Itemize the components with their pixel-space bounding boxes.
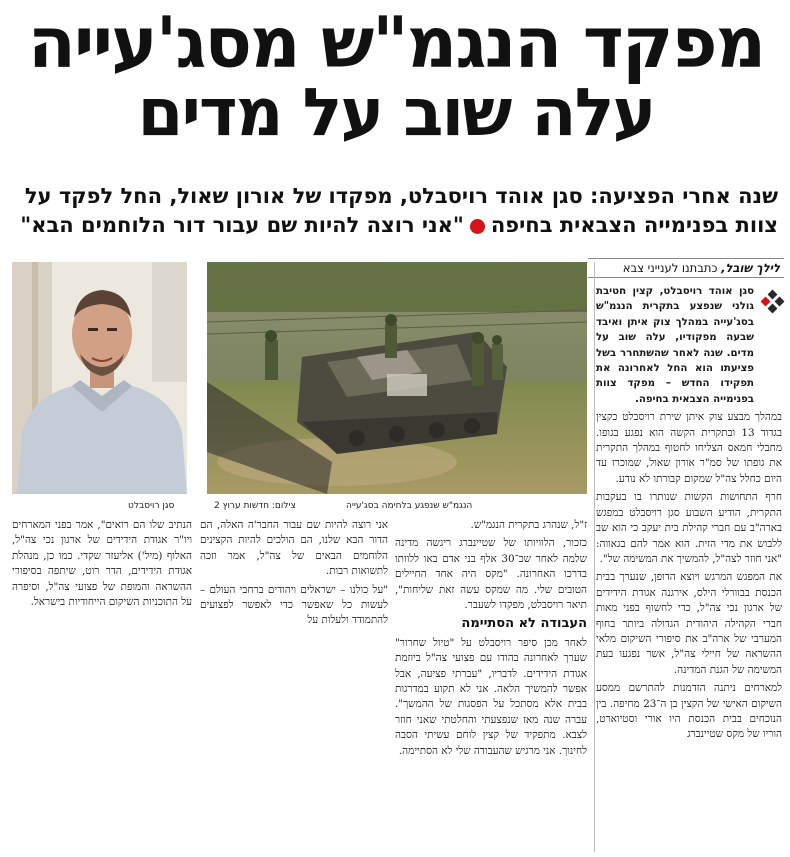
battle-photo-credit: צילום: חדשות ערוץ 2 bbox=[214, 501, 296, 511]
column-3-paragraph-1: אני רוצה להיות שם עבור החבר'ה האלה, הם הדור הבא שלנו, הם הולכים להיות הקצינים הלוחמים הבאים של צה"ל, אמר וזכה לתשואות רבות. bbox=[200, 519, 388, 578]
column-2-paragraph-3: לאחר מכן סיפר רויסבלט על "טיול שחרור" שערך לאחרונה בהודו עם פצועי צה"ל ביוזמת אגודת הידידים. לדבריו, "עברתי פציעה, אבל אפשר להמשיך הלאה. אני לא תקוע במדרגות בבית אלא מסתכל על הפסגות של ההמשך". עברה שנה מאז שנפצעתי והחלטתי שאני חוזר לצבא. מתפקיד של קצין לוחם עשיתי הסבה לחינוך. אני מרגיש שהעבודה שלי לא הסתיימה. bbox=[395, 636, 587, 757]
headline-line-1: מפקד הנגמ"ש מסג'עייה bbox=[27, 2, 765, 84]
headline-line-2: עלה שוב על מדים bbox=[137, 74, 655, 151]
column-4-paragraph-1: הנתיב שלו הם רואים", אמר בפני המארחים ויו"ר אגודת הידידים של ארגון נכי צה"ל, האלוף (מיל') אליעזר שקדי. כמו כן, מנהלת אגודת הידידים, הדר רוט, שיתפה בסיפורי ההשראה והמופת של פצועי צה"ל, וסיפרה על התוכניות השיקום הייחודיות בישראל. bbox=[12, 519, 192, 609]
portrait-photo bbox=[12, 262, 187, 494]
article-column-2 bbox=[395, 518, 587, 762]
article-column-4 bbox=[12, 518, 192, 613]
column-divider bbox=[594, 262, 595, 852]
subheadline-line-2 bbox=[8, 211, 778, 240]
byline-author: לילך שובל, bbox=[721, 261, 780, 275]
column-3-paragraph-2: "על כולנו – ישראלים ויהודים ברחבי העולם – לעשות כל שאפשר כדי לאפשר לפצועים להתמודד ולעלות על bbox=[200, 583, 388, 627]
officer-portrait-image bbox=[12, 262, 187, 494]
red-bullet-icon bbox=[470, 219, 485, 234]
damaged-apc-image bbox=[207, 262, 587, 494]
battle-photo-caption: הנגמ"ש שנפגע בלחימה בסג'עייה bbox=[346, 501, 473, 511]
subheadline-line-1: שנה אחרי הפציעה: סגן אוהד רויסבלט, מפקדו של אורון שאול, החל לפקד על bbox=[24, 184, 778, 208]
lead-paragraph: סגן אוהד רויסבלט, קצין חטיבת גולני שנפצע בתקרית הנגמ"ש בסג'עייה במהלך צוק איתן ואיבד שבעה מפקודיו, עלה שוב על מדים. שנה לאחר שהשתחרר בשל פציעתו הוא החל לאחרונה את תפקידו החדש – מפקד צוות בפנימייה הצבאית בחיפה. bbox=[596, 286, 754, 405]
battle-photo bbox=[207, 262, 587, 494]
portrait-caption: סגן רויסבלט bbox=[128, 501, 175, 511]
article-column-3 bbox=[200, 518, 388, 632]
subheadline bbox=[8, 182, 778, 240]
column-1-paragraph-2: במהלך מבצע צוק איתן שירת רויסבלט כקצין בגדוד 13 ובתקרית הקשה הוא נפגע בגופו. מחבלי חמאס הצליחו לחטוף במהלך התקרית את גופתו של סמ"ר אורון שאול, שמוכרז עד היום כחלל צה"ל שמקום קבורתו לא נודע. bbox=[596, 411, 782, 485]
byline bbox=[588, 258, 784, 278]
subheadline-quote: "אני רוצה להיות שם עבור דור הלוחמים הבא" bbox=[20, 213, 464, 237]
headline bbox=[10, 2, 782, 151]
column-1-paragraph-5: למארחים ניתנה הזדמנות להתרשם ממסע השיקום האישי של הקצין בן ה־23 מחיפה. בין הנוכחים בבית הכנסת היו אורי וסטיוארט, הוריו של מקס שטיינברג bbox=[596, 682, 782, 741]
byline-role: כתבתנו לענייני צבא bbox=[622, 261, 718, 275]
article-column-1 bbox=[596, 284, 782, 746]
subheadline-part-a: צוות בפנימייה הצבאית בחיפה bbox=[490, 213, 778, 237]
column-2-paragraph-1: ז"ל, שנהרג בתקרית הנגמ"ש. bbox=[470, 519, 587, 531]
column-2-paragraph-2: כזכור, הלוויותו של שטיינברג ריגשה מדינה שלמה לאחר שכ־30 אלף בני אדם באו ללוותו בדרכו האחרונה. "מקס היה אחד החיילים הטובים שלי. מה שמקס עשה זאת שליחות", תיאר רויסבלט, מפקדו לשעבר. bbox=[395, 537, 587, 612]
column-1-paragraph-3: חרף התחושות הקשות שנותרו בו בעקבות התקרית, הודיע השבוע סגן רויסבלט במפגש בארה"ב עם חברי קהילת בית יעקב כי הוא שב ללבוש את מדי הזית. הוא אמר להם בגאווה: "אני חוזר לצה"ל, להמשיך את המשימה של". bbox=[596, 491, 782, 565]
column-1-paragraph-4: את המפגש המרגש ויוצא הדופן, שנערך בבית הכנסת בבוורלי הילס, אירגנה אגודת הידידים של ארגון נכי צה"ל, כדי לחשוף בפני מאות חברי הקהילה היהודית הגדולה ביותר בחוף המערבי של ארה"ב את סיפורי השיקום מלאי ההשראה של חיילי צה"ל, אשר נפגעו בעת המשימה של הגנת המדינה. bbox=[596, 571, 782, 676]
section-heading: העבודה לא הסתיימה bbox=[461, 616, 587, 632]
